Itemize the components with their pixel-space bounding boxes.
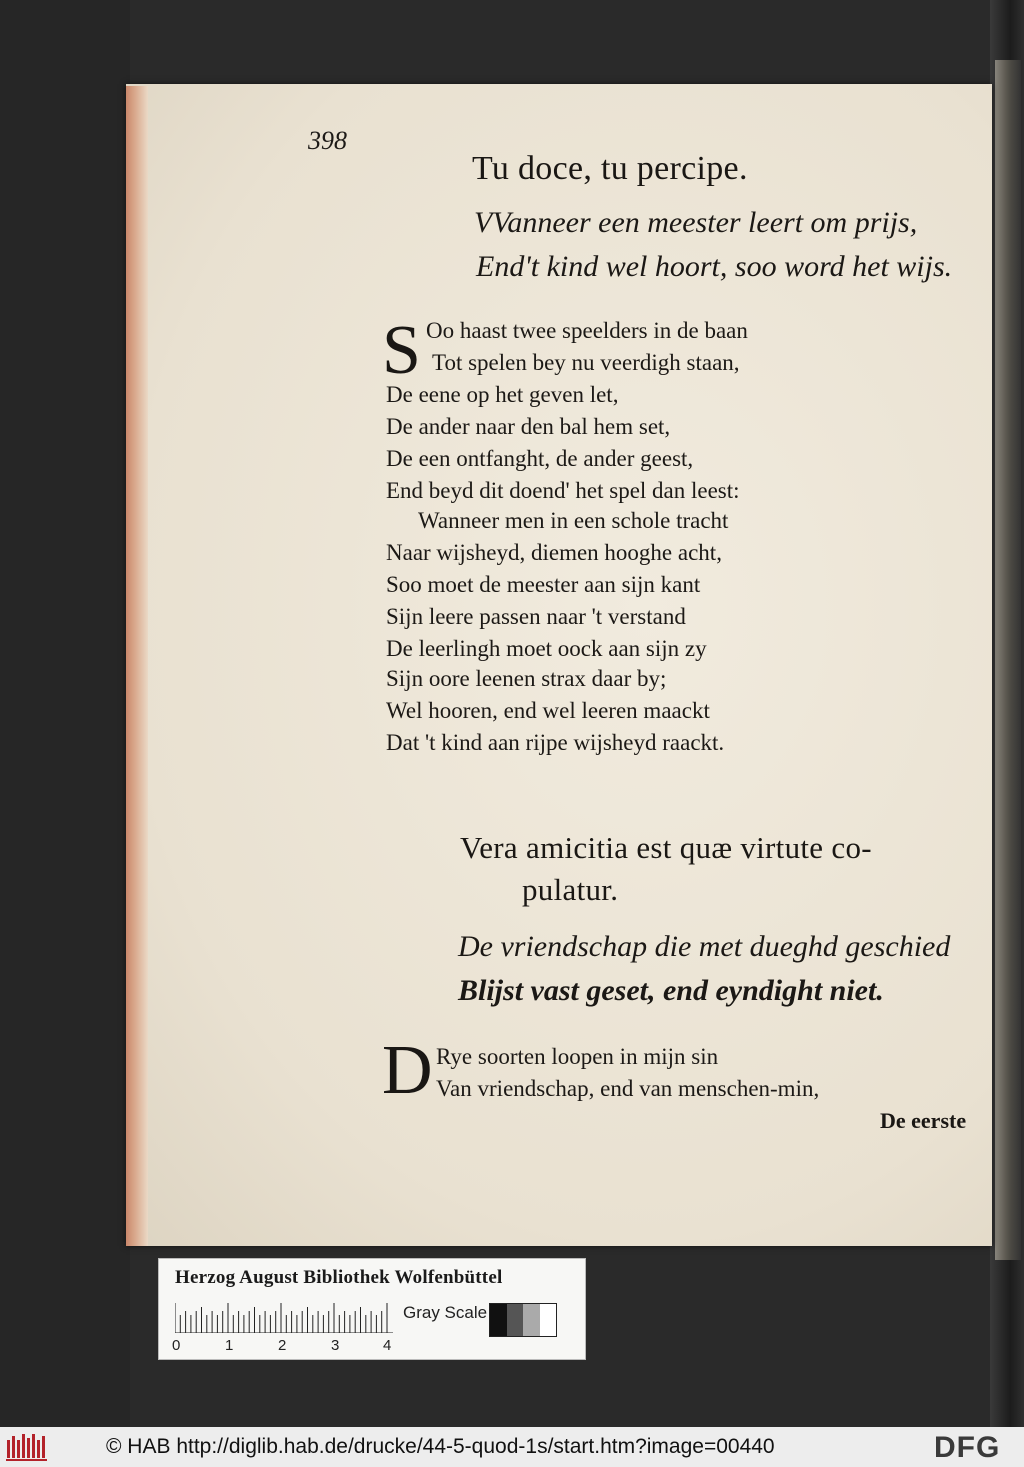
ruler-number: 4: [383, 1337, 392, 1354]
verse-line: Naar wijsheyd, diemen hooghe acht,: [386, 540, 722, 565]
section2-motto-line2: Blijst vast geset, end eyndight niet.: [458, 974, 884, 1007]
archive-label: [158, 1258, 586, 1360]
verse-line: Dat 't kind aan rijpe wijsheyd raackt.: [386, 730, 725, 755]
catchword: De eerste: [880, 1108, 967, 1133]
next-page-edge: [995, 60, 1021, 1260]
verse-line: Van vriendschap, end van menschen-min,: [436, 1076, 820, 1101]
page-number: 398: [308, 126, 347, 155]
ruler-number: 3: [331, 1337, 340, 1354]
verse-line: Wel hooren, end wel leeren maackt: [386, 698, 710, 723]
verse-line: De eene op het geven let,: [386, 382, 619, 407]
verse-line: De leerlingh moet oock aan sijn zy: [386, 636, 707, 661]
dfg-logo: DFG: [934, 1431, 1001, 1464]
section1-dropcap: S: [382, 312, 421, 389]
verse-line: Sijn oore leenen strax daar by;: [386, 666, 667, 691]
ruler-number: 2: [278, 1337, 287, 1354]
section2-motto-line1: De vriendschap die met dueghd geschied: [458, 930, 951, 963]
section1-heading: Tu doce, tu percipe.: [472, 150, 748, 187]
verse-line: End beyd dit doend' het spel dan leest:: [386, 478, 740, 503]
grayscale-swatch: [489, 1303, 557, 1337]
verse-line: Soo moet de meester aan sijn kant: [386, 572, 701, 597]
footer-bar: [0, 1427, 1024, 1467]
section2-dropcap: D: [382, 1032, 433, 1109]
section1-motto-line2: End't kind wel hoort, soo word het wijs.: [476, 250, 953, 283]
verse-line: De een ontfanght, de ander geest,: [386, 446, 694, 471]
verse-line: Wanneer men in een schole tracht: [418, 508, 729, 533]
ruler-number: 1: [225, 1337, 234, 1354]
verse-line: Sijn leere passen naar 't verstand: [386, 604, 686, 629]
hab-logo-icon: [6, 1432, 50, 1462]
section1-motto-line1: VVanneer een meester leert om prijs,: [474, 206, 918, 239]
section2-heading-line2: pulatur.: [522, 872, 619, 907]
verse-line: Oo haast twee speelders in de baan: [426, 318, 748, 343]
ruler-number: 0: [172, 1337, 181, 1354]
verse-line: De ander naar den bal hem set,: [386, 414, 671, 439]
page-edge-stain: [126, 86, 148, 1246]
ruler-icon: [175, 1303, 393, 1333]
grayscale-label: Gray Scale: [403, 1303, 488, 1322]
section2-heading-line1: Vera amicitia est quæ virtute co-: [460, 830, 872, 865]
library-name: Herzog August Bibliothek Wolfenbüttel: [175, 1267, 503, 1288]
book-cover-left: [0, 0, 130, 1427]
copyright-url: © HAB http://diglib.hab.de/drucke/44-5-quod-1s/start.htm?image=00440: [106, 1435, 775, 1458]
verse-line: Rye soorten loopen in mijn sin: [436, 1044, 719, 1069]
verse-line: Tot spelen bey nu veerdigh staan,: [432, 350, 740, 375]
